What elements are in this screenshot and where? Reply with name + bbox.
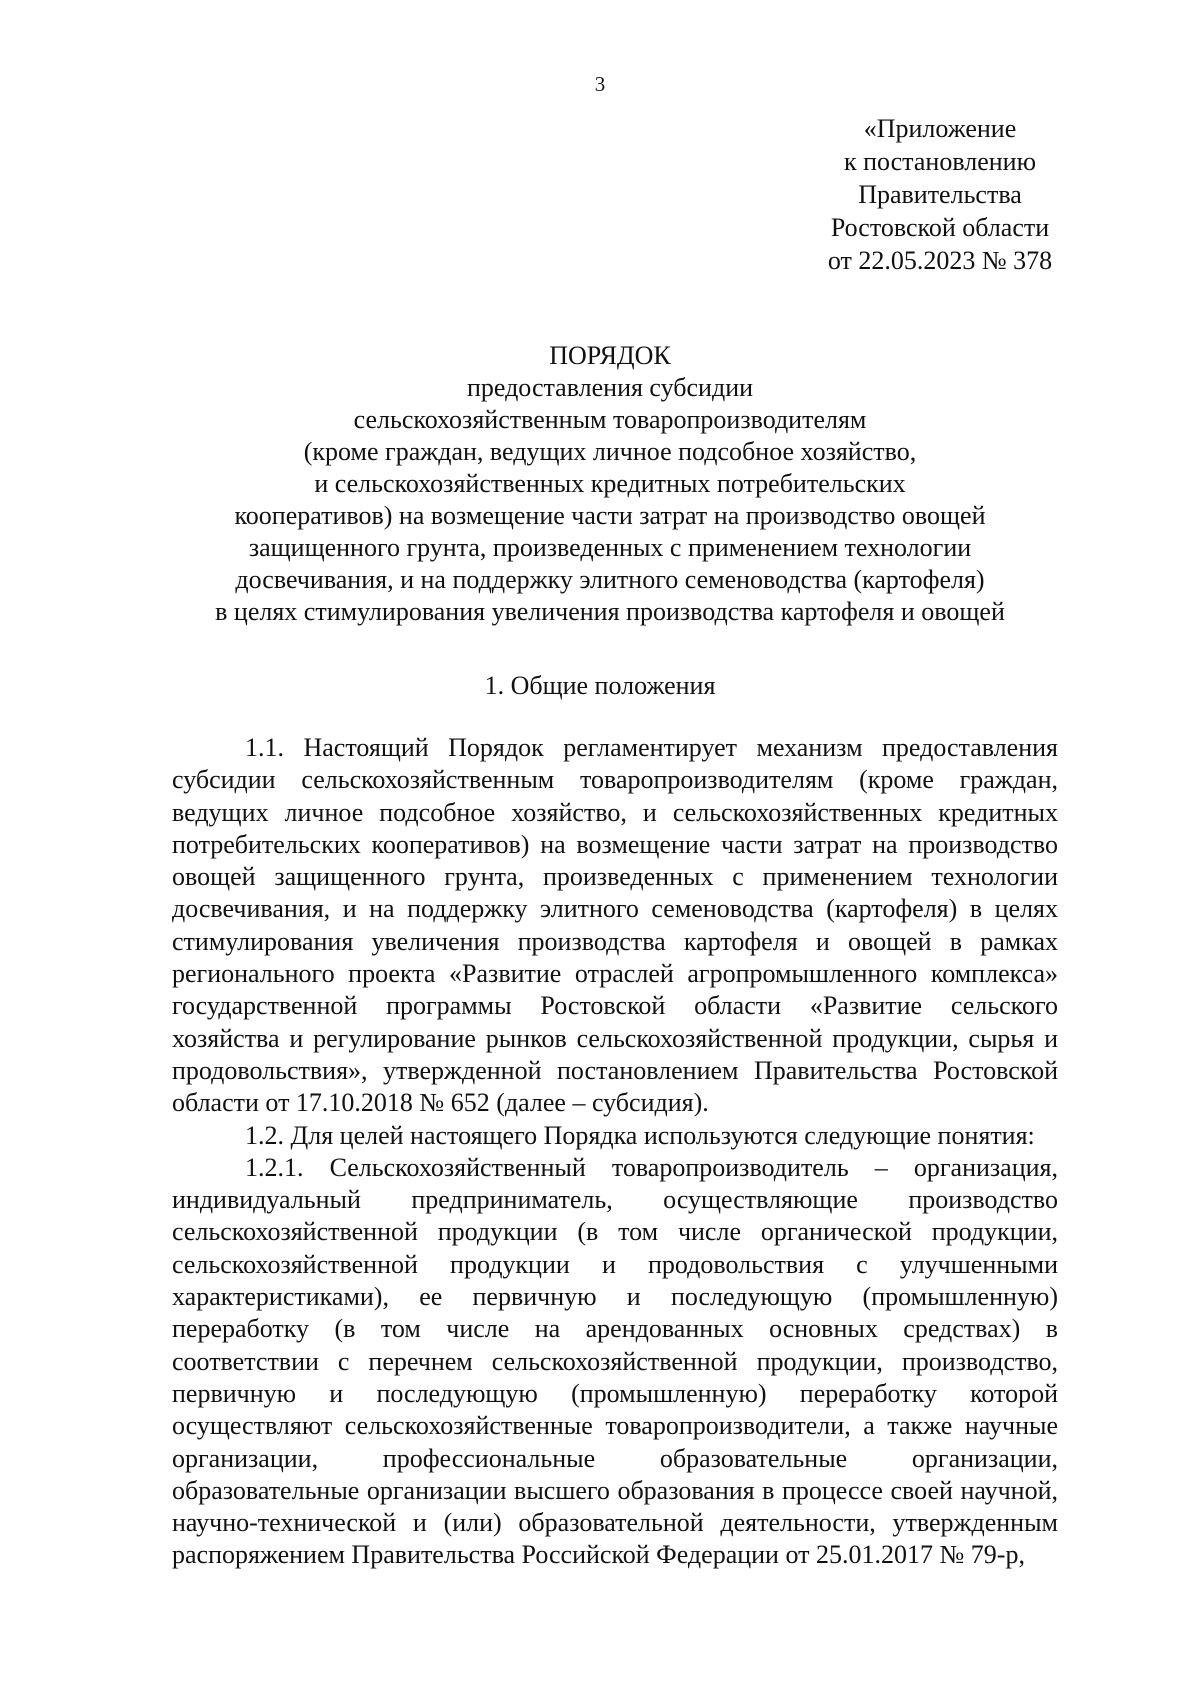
paragraph: 1.2. Для целей настоящего Порядка используются следующие понятия: [245, 1120, 1035, 1150]
document-body [172, 732, 1058, 1572]
title-heading: ПОРЯДОК [549, 341, 671, 370]
title-line: досвечивания, и на поддержку элитного семеноводства (картофеля) [235, 565, 985, 594]
title-line: сельскохозяйственным товаропроизводителям [353, 405, 867, 434]
appendix-line: «Приложение [863, 114, 1017, 143]
appendix-reference [820, 112, 1060, 277]
title-line: (кроме граждан, ведущих личное подсобное хозяйство, [303, 437, 917, 466]
title-line: защищенного грунта, произведенных с применением технологии [248, 533, 972, 562]
title-line: предоставления субсидии [466, 373, 754, 402]
appendix-line: от 22.05.2023 № 378 [827, 246, 1053, 275]
title-line: кооперативов) на возмещение части затрат на производство овощей [234, 501, 986, 530]
appendix-line: Правительства [858, 180, 1022, 209]
document-title [180, 340, 1040, 628]
title-line: и сельскохозяйственных кредитных потребительских [314, 469, 906, 498]
paragraph: 1.1. Настоящий Порядок регламентирует механизм предоставления субсидии сельскохозяйственным товаропроизводителям (кроме граждан, ведущих личное подсобное хозяйство, и сельскохозяйственных кредитных потребительских кооперативов) на возмещение части затрат на производство овощей защищенного грунта, произведенных с применением технологии досвечивания, и на поддержку элитного семеноводства (картофеля) в целях стимулирования увеличения производства картофеля и овощей в рамках регионального проекта «Развитие отраслей агропромышленного комплекса» государственной программы Ростовской области «Развитие сельского хозяйства и регулирование рынков сельскохозяйственной продукции, сырья и продовольствия», утвержденной постановлением Правительства Ростовской области от 17.10.2018 № 652 (далее – субсидия). [172, 733, 1058, 1118]
title-line: в целях стимулирования увеличения производства картофеля и овощей [215, 597, 1005, 626]
page-number: 3 [594, 72, 606, 96]
section-heading: 1. Общие положения [484, 671, 716, 700]
appendix-line: к постановлению [843, 147, 1037, 176]
appendix-line: Ростовской области [830, 213, 1050, 242]
paragraph: 1.2.1. Сельскохозяйственный товаропроизводитель – организация, индивидуальный предприниматель, осуществляющие производство сельскохозяйственной продукции (в том числе органической продукции, сельскохозяйственной продукции и продовольствия с улучшенными характеристиками), ее первичную и последующую (промышленную) переработку (в том числе на арендованных основных средствах) в соответствии с перечнем сельскохозяйственной продукции, производство, первичную и последующую (промышленную) переработку которой осуществляют сельскохозяйственные товаропроизводители, а также научные организации, профессиональные образовательные организации, образовательные организации высшего образования в процессе своей научной, научно-технической и (или) образовательной деятельности, утвержденным распоряжением Правительства Российской Федерации от 25.01.2017 № 79-р, [172, 1152, 1058, 1570]
